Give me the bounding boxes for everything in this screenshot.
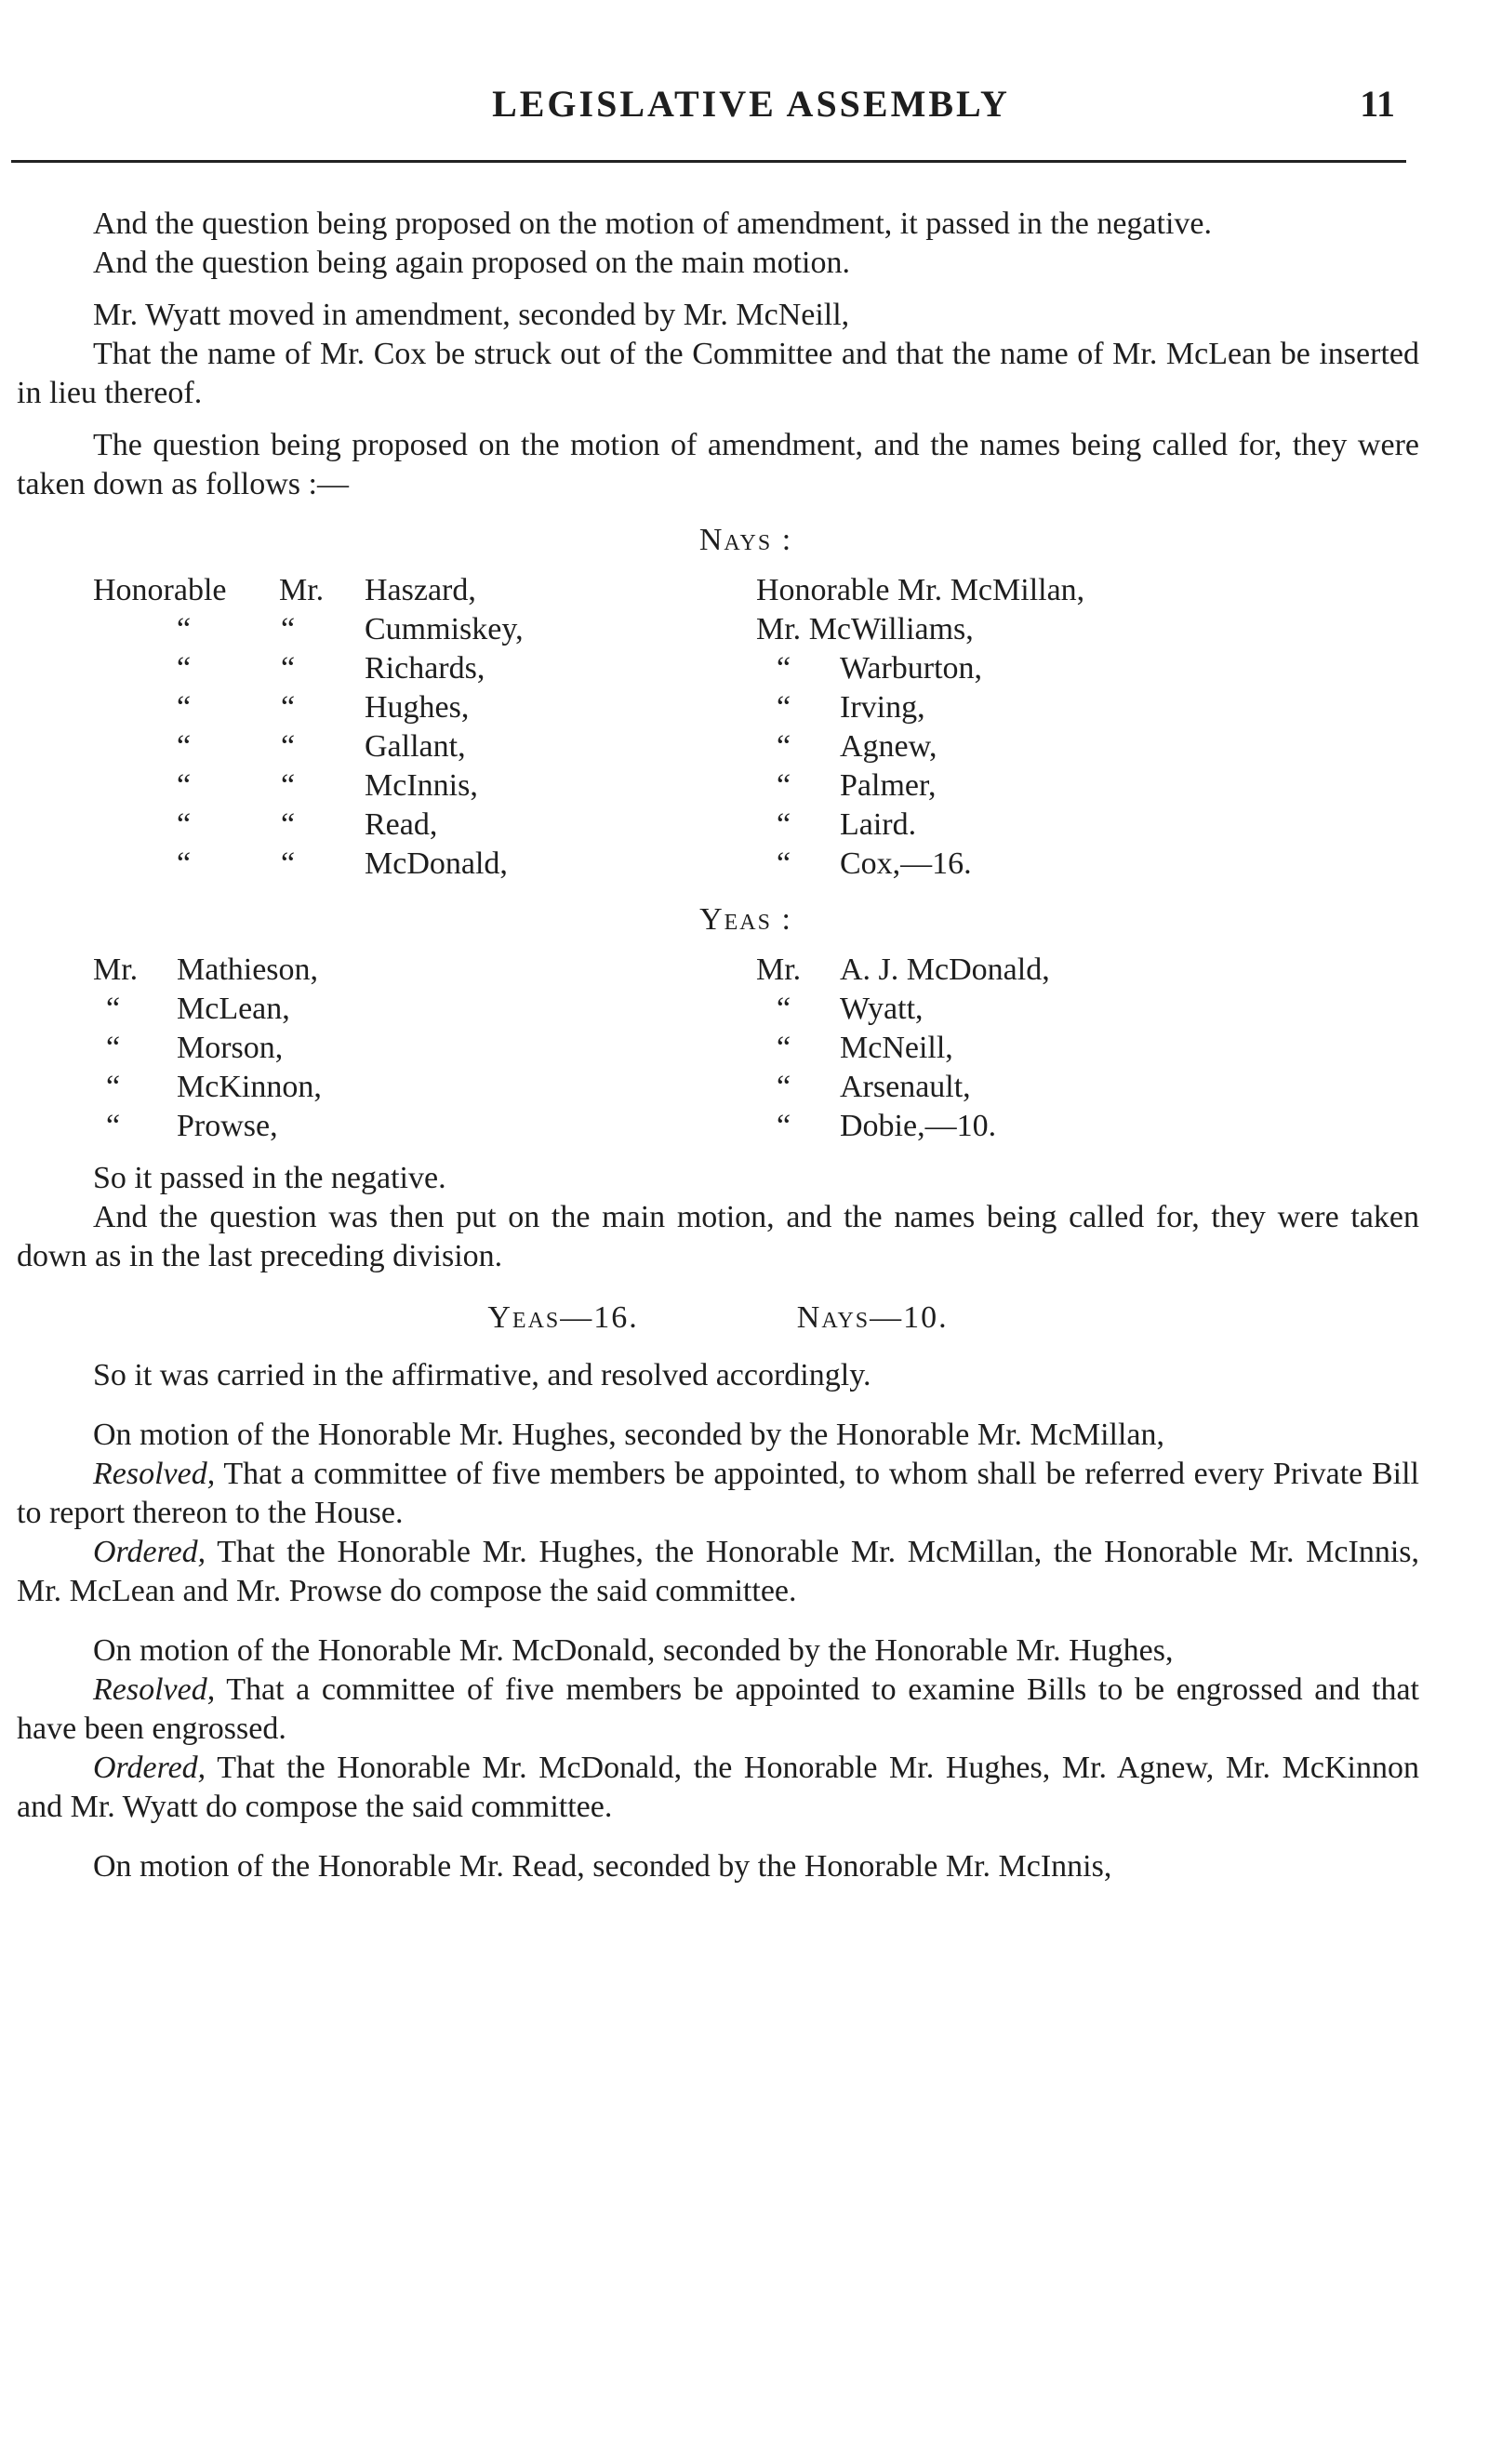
header-rule [11, 160, 1406, 163]
vote-prefix: Honorable [93, 573, 227, 607]
member-name: McDonald, [365, 846, 508, 881]
list-item [93, 1029, 756, 1068]
list-item [756, 990, 1419, 1029]
ditto-mark: “ [281, 768, 296, 803]
nays-heading: Nays : [698, 523, 793, 557]
yeas-heading: Yeas : [699, 902, 792, 937]
ditto-mark: “ [177, 768, 192, 803]
member-name: Palmer, [840, 768, 937, 803]
ditto-mark: “ [281, 690, 296, 725]
list-item [93, 990, 756, 1029]
ditto-mark: “ [777, 807, 791, 842]
list-item [93, 951, 756, 990]
ditto-mark: “ [777, 768, 791, 803]
motion2-resolved [17, 1671, 1419, 1749]
member-name: Prowse, [177, 1109, 278, 1143]
member-name: McMillan, [950, 573, 1085, 607]
member-name: McKinnon, [177, 1070, 322, 1104]
ditto-mark: “ [177, 651, 192, 686]
list-item [93, 727, 756, 766]
list-item [756, 1107, 1419, 1146]
paragraph-amendment-text: That the name of Mr. Cox be struck out of the Committee and that the name of Mr. McLean be inserted in lieu thereof. [17, 337, 1419, 410]
list-item [756, 766, 1419, 806]
member-name: Cummiskey, [365, 612, 524, 646]
member-name: Morson, [177, 1031, 284, 1065]
paragraph-carried-affirmative: So it was carried in the affirmative, and resolved accordingly. [93, 1358, 871, 1392]
ditto-mark: “ [106, 1070, 121, 1104]
vote-prefix: Mr. [756, 612, 802, 646]
list-item [93, 688, 756, 727]
list-item [756, 951, 1419, 990]
list-item [93, 571, 756, 610]
ordered-text: That the Honorable Mr. Hughes, the Honorable Mr. McMillan, the Honorable Mr. McInnis, Mr. McLean and Mr. Prowse do compose the said committee. [17, 1535, 1419, 1608]
ditto-mark: “ [777, 1109, 791, 1143]
yeas-count: Yeas—16. [487, 1300, 639, 1335]
vote-title: Mr. [279, 573, 325, 607]
ditto-mark: “ [281, 651, 296, 686]
member-name: McNeill, [840, 1031, 953, 1065]
ditto-mark: “ [777, 1031, 791, 1065]
ditto-mark: “ [281, 807, 296, 842]
yeas-list [93, 951, 1419, 1146]
ditto-mark: “ [777, 729, 791, 764]
list-item [756, 727, 1419, 766]
list-item [93, 649, 756, 688]
ordered-label: Ordered, [93, 1751, 206, 1785]
ditto-mark: “ [177, 612, 192, 646]
ditto-mark: “ [777, 846, 791, 881]
member-name: Haszard, [365, 573, 476, 607]
vote-prefix: Honorable Mr. [756, 573, 943, 607]
member-name: Agnew, [840, 729, 937, 764]
ditto-mark: “ [777, 1070, 791, 1104]
vote-tally [17, 1299, 1419, 1338]
resolved-text: That a committee of five members be appointed to examine Bills to be engrossed and that have been engrossed. [17, 1672, 1419, 1746]
member-name: Gallant, [365, 729, 466, 764]
ditto-mark: “ [106, 1109, 121, 1143]
ditto-mark: “ [281, 846, 296, 881]
motion1-ordered [17, 1533, 1419, 1611]
motion1-resolved [17, 1455, 1419, 1533]
ditto-mark: “ [106, 992, 121, 1026]
header-title: LEGISLATIVE ASSEMBLY [492, 83, 1010, 125]
ordered-label: Ordered, [93, 1535, 206, 1569]
member-name: Hughes, [365, 690, 470, 725]
list-item [756, 1068, 1419, 1107]
ditto-mark: “ [777, 690, 791, 725]
nays-right-column [756, 571, 1419, 884]
list-item [756, 688, 1419, 727]
body-text [17, 205, 1419, 1886]
list-item [93, 1068, 756, 1107]
ditto-mark: “ [281, 612, 296, 646]
ditto-mark: “ [177, 807, 192, 842]
nays-left-column [93, 571, 756, 884]
member-name: Dobie,—10. [840, 1109, 997, 1143]
motion1-intro: On motion of the Honorable Mr. Hughes, seconded by the Honorable Mr. McMillan, [93, 1418, 1165, 1452]
list-item [93, 766, 756, 806]
member-name: A. J. McDonald, [840, 952, 1050, 987]
paragraph-amendment-negative: And the question being proposed on the motion of amendment, it passed in the negative. [93, 206, 1212, 241]
paragraph-main-motion-put: And the question was then put on the main motion, and the names being called for, they were taken down as in the last preceding division. [17, 1200, 1419, 1273]
ditto-mark: “ [106, 1031, 121, 1065]
list-item [93, 610, 756, 649]
list-item [756, 1029, 1419, 1068]
nays-list [93, 571, 1419, 884]
ditto-mark: “ [281, 729, 296, 764]
member-name: Laird. [840, 807, 917, 842]
member-name: Richards, [365, 651, 485, 686]
list-item [93, 845, 756, 884]
yeas-right-column [756, 951, 1419, 1146]
paragraph-main-motion: And the question being again proposed on the main motion. [93, 246, 850, 280]
vote-prefix: Mr. [93, 952, 139, 987]
list-item [756, 571, 1419, 610]
ordered-text: That the Honorable Mr. McDonald, the Honorable Mr. Hughes, Mr. Agnew, Mr. McKinnon and Mr. Wyatt do compose the said committee. [17, 1751, 1419, 1824]
member-name: Arsenault, [840, 1070, 971, 1104]
paragraph-names-called: The question being proposed on the motion of amendment, and the names being called for, they were taken down as follows :— [17, 428, 1419, 501]
member-name: Warburton, [840, 651, 983, 686]
nays-count: Nays—10. [796, 1300, 949, 1335]
member-name: Cox,—16. [840, 846, 972, 881]
motion3-intro: On motion of the Honorable Mr. Read, seconded by the Honorable Mr. McInnis, [93, 1849, 1112, 1884]
list-item [756, 610, 1419, 649]
ditto-mark: “ [177, 729, 192, 764]
ditto-mark: “ [177, 690, 192, 725]
member-name: Irving, [840, 690, 925, 725]
member-name: Mathieson, [177, 952, 319, 987]
running-header [0, 82, 1502, 138]
ditto-mark: “ [177, 846, 192, 881]
ditto-mark: “ [777, 992, 791, 1026]
motion2-intro: On motion of the Honorable Mr. McDonald, seconded by the Honorable Mr. Hughes, [93, 1633, 1174, 1668]
motion2-ordered [17, 1749, 1419, 1827]
member-name: McLean, [177, 992, 290, 1026]
list-item [93, 1107, 756, 1146]
page-number: 11 [1360, 83, 1395, 125]
vote-prefix: Mr. [756, 952, 802, 987]
resolved-text: That a committee of five members be appointed, to whom shall be referred every Private Bill to report thereon to the House. [17, 1457, 1419, 1530]
list-item [93, 806, 756, 845]
paragraph-wyatt-amendment: Mr. Wyatt moved in amendment, seconded by Mr. McNeill, [93, 298, 850, 332]
yeas-left-column [93, 951, 756, 1146]
list-item [756, 806, 1419, 845]
ditto-mark: “ [777, 651, 791, 686]
resolved-label: Resolved, [93, 1672, 216, 1707]
member-name: Read, [365, 807, 438, 842]
paragraph-passed-negative: So it passed in the negative. [93, 1161, 446, 1195]
list-item [756, 649, 1419, 688]
list-item [756, 845, 1419, 884]
member-name: McWilliams, [808, 612, 974, 646]
member-name: Wyatt, [840, 992, 924, 1026]
member-name: McInnis, [365, 768, 478, 803]
resolved-label: Resolved, [93, 1457, 216, 1491]
